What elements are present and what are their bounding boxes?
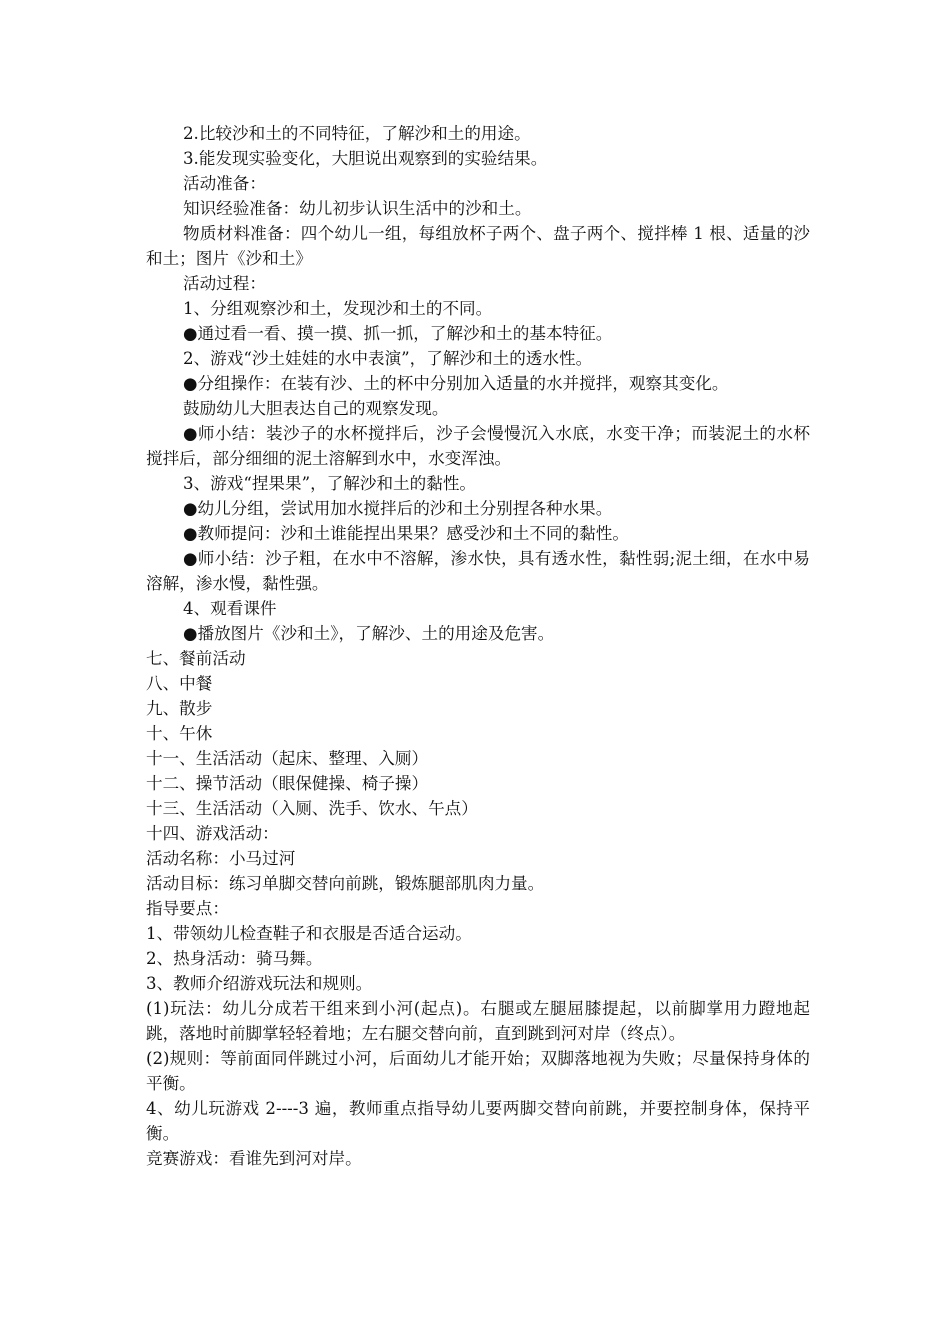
section-heading: 活动准备： xyxy=(183,174,266,193)
section-heading: 十一、生活活动（起床、整理、入厕） xyxy=(146,749,429,768)
paragraph: (1)玩法：幼儿分成若干组来到小河(起点)。右腿或左腿屈膝提起，以前脚掌用力蹬地起跳，落地时前脚掌轻轻着地；左右腿交替向前，直到跳到河对岸（终点）。 xyxy=(146,999,810,1043)
paragraph: 竞赛游戏：看谁先到河对岸。 xyxy=(146,1149,362,1168)
paragraph: 3.能发现实验变化，大胆说出观察到的实验结果。 xyxy=(183,149,548,168)
bullet-item: ●幼儿分组，尝试用加水搅拌后的沙和土分别捏各种水果。 xyxy=(183,499,613,518)
paragraph: 3、教师介绍游戏玩法和规则。 xyxy=(146,974,373,993)
bullet-item: ●教师提问：沙和土谁能捏出果果？感受沙和土不同的黏性。 xyxy=(183,524,629,543)
paragraph: 4、幼儿玩游戏 2----3 遍，教师重点指导幼儿要两脚交替向前跳，并要控制身体，保持平衡。 xyxy=(146,1099,810,1143)
paragraph: 3、游戏“捏果果”，了解沙和土的黏性。 xyxy=(183,474,477,493)
section-heading: 活动过程： xyxy=(183,274,266,293)
paragraph: 2.比较沙和土的不同特征，了解沙和土的用途。 xyxy=(183,124,531,143)
section-heading: 七、餐前活动 xyxy=(146,649,246,668)
section-heading: 十三、生活活动（入厕、洗手、饮水、午点） xyxy=(146,799,478,818)
section-heading: 九、散步 xyxy=(146,699,213,718)
paragraph: 知识经验准备：幼儿初步认识生活中的沙和土。 xyxy=(183,199,532,218)
paragraph: 1、带领幼儿检查鞋子和衣服是否适合运动。 xyxy=(146,924,472,943)
paragraph: (2)规则：等前面同伴跳过小河，后面幼儿才能开始；双脚落地视为失败；尽量保持身体的平衡。 xyxy=(146,1049,810,1093)
paragraph: 鼓励幼儿大胆表达自己的观察发现。 xyxy=(183,399,449,418)
bullet-item: ●分组操作：在装有沙、土的杯中分别加入适量的水并搅拌，观察其变化。 xyxy=(183,374,729,393)
paragraph: 1、分组观察沙和土，发现沙和土的不同。 xyxy=(183,299,493,318)
section-heading: 十、午休 xyxy=(146,724,213,743)
paragraph: 指导要点： xyxy=(146,899,229,918)
bullet-item: ●师小结：装沙子的水杯搅拌后，沙子会慢慢沉入水底，水变干净；而装泥土的水杯搅拌后，部分细细的泥土溶解到水中，水变浑浊。 xyxy=(146,424,810,468)
paragraph: 4、观看课件 xyxy=(183,599,277,618)
paragraph: 活动目标：练习单脚交替向前跳，锻炼腿部肌肉力量。 xyxy=(146,874,545,893)
paragraph: 2、热身活动：骑马舞。 xyxy=(146,949,323,968)
paragraph: 物质材料准备：四个幼儿一组，每组放杯子两个、盘子两个、搅拌棒 1 根、适量的沙和土；图片《沙和土》 xyxy=(146,224,810,268)
document-body xyxy=(146,121,810,1171)
section-heading: 十二、操节活动（眼保健操、椅子操） xyxy=(146,774,429,793)
bullet-item: ●师小结：沙子粗，在水中不溶解，渗水快，具有透水性，黏性弱;泥土细，在水中易溶解，渗水慢，黏性强。 xyxy=(146,549,810,593)
bullet-item: ●播放图片《沙和土》，了解沙、土的用途及危害。 xyxy=(183,624,555,643)
section-heading: 八、中餐 xyxy=(146,674,213,693)
section-heading: 十四、游戏活动： xyxy=(146,824,279,843)
bullet-item: ●通过看一看、摸一摸、抓一抓，了解沙和土的基本特征。 xyxy=(183,324,613,343)
paragraph: 2、游戏“沙土娃娃的水中表演”，了解沙和土的透水性。 xyxy=(183,349,593,368)
paragraph: 活动名称：小马过河 xyxy=(146,849,296,868)
